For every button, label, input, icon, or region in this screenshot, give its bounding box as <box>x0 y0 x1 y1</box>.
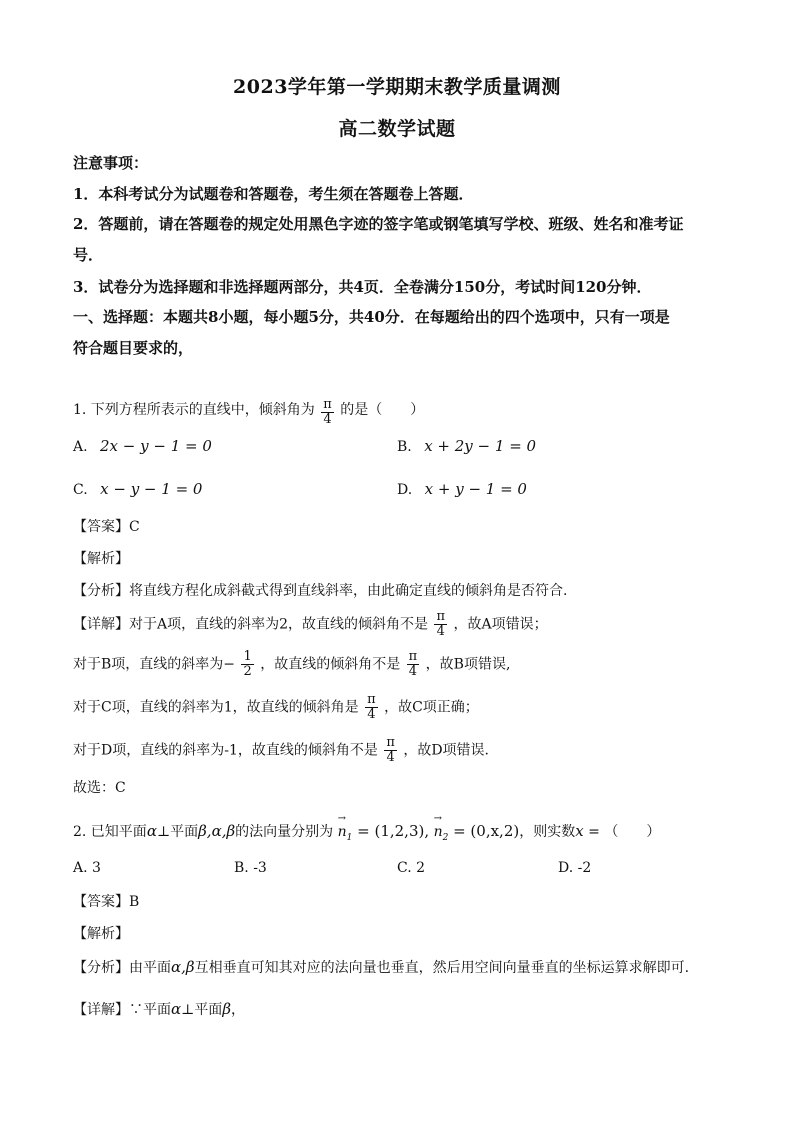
detail-tail: ，故D项错误. <box>403 742 490 759</box>
pi-over-4 <box>434 610 447 639</box>
section-heading-cont: 符合题目要求的， <box>73 339 194 357</box>
exam-subtitle: 高二数学试题 <box>338 118 456 140</box>
option-label: A. <box>73 439 88 455</box>
symbol-alpha: α <box>171 1000 182 1018</box>
q2-option-d: D. -2 <box>558 860 592 876</box>
vector-arrow-icon: → <box>337 813 346 824</box>
fenxi-text: 将直线方程化成斜截式得到直线斜率，由此确定直线的倾斜角是否符合. <box>129 583 568 599</box>
xiangjie-tag: 【详解】 <box>73 1002 129 1018</box>
option-equation: x + y − 1 = 0 <box>424 480 527 498</box>
detail-tail: ，故C项正确； <box>384 699 479 716</box>
answer-value: C <box>129 519 140 535</box>
fenxi-text: 互相垂直可知其对应的法向量也垂直，然后用空间向量垂直的坐标运算求解即可. <box>194 960 690 976</box>
symbol-beta: β <box>222 1000 231 1018</box>
q1-option-c <box>73 480 202 498</box>
pi-over-4 <box>365 693 378 722</box>
option-label: B. <box>397 439 412 455</box>
section-heading: 一、选择题：本题共8小题，每小题5分，共40分．在每题给出的四个选项中，只有一项是 <box>73 308 670 326</box>
q2-stem-text: 的法向量分别为 <box>235 824 334 840</box>
option-equation: x − y − 1 = 0 <box>100 480 203 498</box>
option-equation: x + 2y − 1 = 0 <box>424 437 537 455</box>
vector-arrow-icon: → <box>433 813 442 824</box>
q1-detail-c <box>73 693 479 722</box>
q2-fenxi <box>73 957 689 977</box>
notes-heading: 注意事项： <box>73 154 149 172</box>
symbol-perp: ⊥ <box>181 1002 195 1018</box>
q2-stem <box>73 813 661 843</box>
frac-num: π <box>408 649 418 664</box>
q1-option-a <box>73 437 212 455</box>
answer-tag: 【答案】 <box>73 894 129 910</box>
vector-value: = (1,2,3), <box>352 822 430 840</box>
vector-letter: n <box>433 824 443 840</box>
answer-tag: 【答案】 <box>73 519 129 535</box>
vector-n2 <box>433 813 449 843</box>
q1-answer <box>73 516 140 536</box>
notes-item-2: 2．答题前，请在答题卷的规定处用黑色字迹的签字笔或钢笔填写学校、班级、姓名和准考证 <box>73 215 684 233</box>
q2-stem-text: 平面 <box>170 824 199 840</box>
option-label: D. <box>397 482 413 498</box>
frac-den: 4 <box>436 624 445 639</box>
q2-stem-text: 2. 已知平面 <box>73 824 147 840</box>
notes-item-2-cont: 号． <box>73 246 104 264</box>
frac-num: π <box>367 692 376 707</box>
q1-detail-a <box>73 610 548 639</box>
vector-value: = (0,x,2) <box>448 822 520 840</box>
symbol-alpha-beta: ,α,β <box>206 822 236 840</box>
pi-over-4 <box>384 736 397 765</box>
frac-den: 4 <box>367 707 376 722</box>
vector-letter: n <box>337 824 347 840</box>
q1-option-b <box>397 437 536 455</box>
one-half <box>241 650 253 679</box>
q2-analysis-tag: 【解析】 <box>73 926 129 942</box>
symbol-x: x <box>575 822 584 840</box>
q2-answer <box>73 891 139 911</box>
vector-n1 <box>337 813 353 843</box>
pi-over-4 <box>407 650 420 679</box>
q2-option-a: A. 3 <box>73 860 101 876</box>
frac-num: π <box>386 735 395 750</box>
detail-tail: ，故A项错误； <box>453 616 548 633</box>
q1-fenxi <box>73 580 567 600</box>
q1-stem-text: 1. 下列方程所表示的直线中，倾斜角为 <box>73 402 315 418</box>
symbol-alpha: α <box>146 822 157 840</box>
detail-text: 对于D项，直线的斜率为-1，故直线的倾斜角不是 <box>73 742 378 759</box>
symbol-alpha-beta: α,β <box>171 958 195 976</box>
q2-stem-tail: = （ ） <box>583 824 661 840</box>
q2-detail <box>73 999 245 1019</box>
frac-den: 4 <box>323 412 332 427</box>
q1-pi-over-4 <box>321 398 334 427</box>
detail-mid: ，故直线的倾斜角不是 <box>260 656 401 673</box>
frac-num: π <box>323 397 332 412</box>
frac-den: 4 <box>408 664 418 679</box>
q1-stem-tail: 的是（ ） <box>340 402 425 418</box>
q1-option-d <box>397 480 527 498</box>
vector-sub: 1 <box>346 832 353 843</box>
q1-detail-d <box>73 736 489 765</box>
fenxi-text: 由平面 <box>129 960 171 976</box>
option-label: C. <box>73 482 88 498</box>
fenxi-tag: 【分析】 <box>73 583 129 599</box>
detail-tail: ，故B项错误, <box>425 656 511 673</box>
q1-detail-b <box>73 650 510 679</box>
detail-tail: ， <box>230 1002 245 1018</box>
frac-den: 4 <box>386 750 395 765</box>
notes-item-3: 3．试卷分为选择题和非选择题两部分，共4页．全卷满分150分，考试时间120分钟． <box>73 278 652 296</box>
q2-option-c: C. 2 <box>397 860 426 876</box>
frac-num: 1 <box>243 649 252 664</box>
option-equation: 2x − y − 1 = 0 <box>100 437 212 455</box>
symbol-perp: ⊥ <box>156 824 171 840</box>
q1-conclusion: 故选：C <box>73 780 126 796</box>
fenxi-tag: 【分析】 <box>73 960 129 976</box>
q2-stem-text: ，则实数 <box>519 824 576 840</box>
notes-item-1: 1．本科考试分为试题卷和答题卷，考生须在答题卷上答题． <box>73 185 474 203</box>
q1-stem <box>73 398 424 427</box>
frac-den: 2 <box>243 664 252 679</box>
detail-text: 对于C项，直线的斜率为1，故直线的倾斜角是 <box>73 699 359 716</box>
exam-title: 2023学年第一学期期末教学质量调测 <box>233 76 561 98</box>
detail-text: 对于A项，直线的斜率为2，故直线的倾斜角不是 <box>129 616 429 633</box>
detail-text: ∵平面 <box>129 1002 171 1018</box>
detail-text: 对于B项，直线的斜率为− <box>73 656 236 673</box>
xiangjie-tag: 【详解】 <box>73 616 129 633</box>
q2-option-b: B. -3 <box>234 860 267 876</box>
answer-value: B <box>129 894 140 910</box>
q1-analysis-tag: 【解析】 <box>73 551 129 567</box>
detail-text: 平面 <box>194 1002 223 1018</box>
frac-num: π <box>436 609 446 624</box>
vector-sub: 2 <box>442 832 449 843</box>
symbol-beta: β <box>198 822 207 840</box>
